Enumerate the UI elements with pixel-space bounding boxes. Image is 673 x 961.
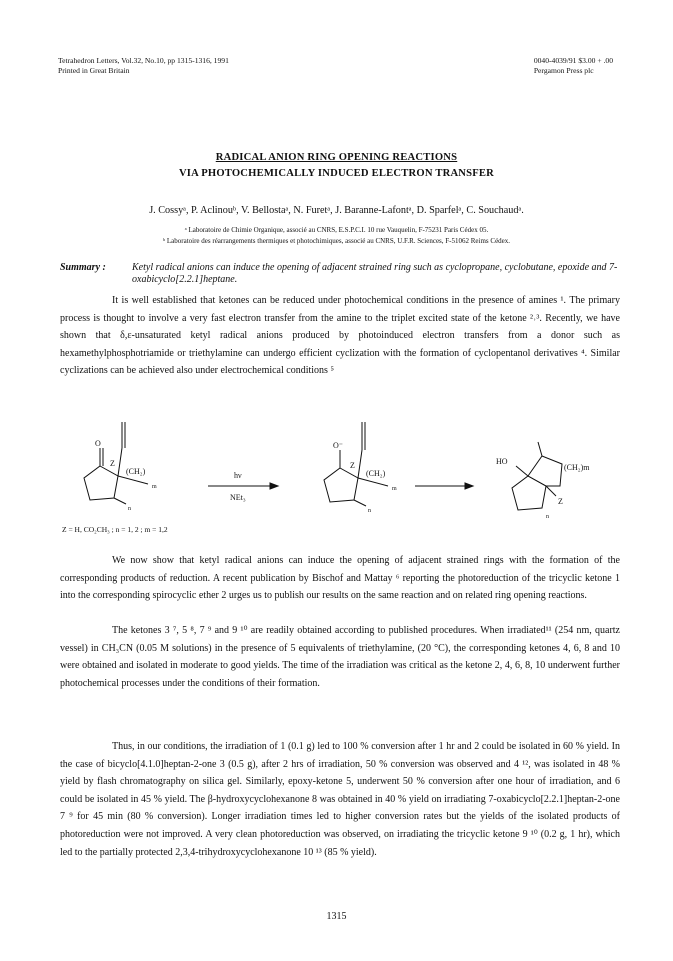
paper-title <box>0 150 673 182</box>
publisher-line: Pergamon Press plc <box>533 66 594 75</box>
journal-line: Tetrahedron Letters, Vol.32, No.10, pp 1315-1316, 1991 <box>58 56 229 65</box>
paragraph-procedures <box>60 622 620 692</box>
arrow-head-2 <box>465 483 473 489</box>
label-ch2: (CH₂) <box>126 467 146 476</box>
paragraph-conditions <box>60 738 620 861</box>
chain-bond-2 <box>358 478 388 486</box>
paragraph-intro <box>60 292 620 380</box>
methyl-bond <box>538 442 542 456</box>
z-bond <box>546 486 556 496</box>
journal-citation <box>58 56 229 76</box>
summary-label: Summary : <box>60 262 106 273</box>
label-n-3: n <box>546 514 549 520</box>
label-ch2m-product: (CH₂)m <box>564 463 590 472</box>
label-z: Z <box>110 459 115 468</box>
publisher-info <box>534 56 613 76</box>
reaction-scheme <box>60 408 620 536</box>
cyclopentanone-ring <box>84 466 118 500</box>
label-ho: HO <box>496 457 508 466</box>
affiliation-b: ᵇ Laboratoire des réarrangements thermiques et photochimiques, associé au CNRS, U.F.R. Sciences, F-51062 Reims Cédex. <box>162 237 511 245</box>
paragraph-results-text: We now show that ketyl radical anions can induce the opening of adjacent strained rings with the formation of the corresponding products of reduction. A recent publication by Bischof and Mattay ⁶ reporting the photoreduction of the tricyclic ketone 1 into the corresponding spirocyclic ether 2 urges us to publish our results on the same reaction and on related ring opening reactions. <box>60 555 620 602</box>
label-m: m <box>152 484 157 490</box>
ketyl-ring <box>324 468 358 502</box>
title-line-1: RADICAL ANION RING OPENING REACTIONS <box>215 152 458 163</box>
chain-bond <box>118 476 148 484</box>
net3-label: NEt₃ <box>230 493 246 502</box>
label-n: n <box>128 506 131 512</box>
paragraph-results <box>60 552 620 605</box>
side-chain-bond-2 <box>358 450 362 478</box>
hydroxyl-bond <box>516 466 528 476</box>
label-z-2: Z <box>350 461 355 470</box>
label-o: O <box>95 439 101 448</box>
label-z-3: Z <box>558 497 563 506</box>
paragraph-intro-text: It is well established that ketones can be reduced under photochemical conditions in the presence of amines ¹. The primary process is thought to involve a very fast electron transfer from the amine to the triplet excited state of the ketone ²˒³. Recently, we have shown that δ,ε-unsaturated ketyl radical anions produced by photoinduced electron transfers from a donor such as hexamethylphosphotriamide or triethylamine can undergo efficient cyclization with the formation of cyclopentanol derivatives ⁴. Similar cyclizations can be achieved also under electrochemical conditions ⁵ <box>60 295 620 377</box>
author-list: J. Cossyᵃ, P. Aclinouᵇ, V. Bellostaᵃ, N. Furetᵃ, J. Baranne-Lafontᵃ, D. Sparfelᵃ, C. Souchaudᵃ. <box>149 205 524 216</box>
side-chain-bond <box>118 448 122 476</box>
label-m-2: m <box>392 486 397 492</box>
page-number: 1315 <box>326 911 347 922</box>
printed-line: Printed in Great Britain <box>58 66 130 75</box>
bicyclic-ring-a <box>512 476 546 510</box>
label-n-2: n <box>368 508 371 514</box>
label-o-minus: O⁻ <box>333 441 343 450</box>
paragraph-conditions-text: Thus, in our conditions, the irradiation of 1 (0.1 g) led to 100 % conversion after 1 hr and 2 could be isolated in 60 % yield. In the case of bicyclo[4.1.0]heptan-2-one 3 (0.5 g), after 2 hrs of irradiation, 50 % conversion was observed and 4 ¹², was isolated in 48 % yield by flash chromatography on silica gel. Similarly, epoxy-ketone 5, underwent 50 % conversion after one hour of irradiation, and 6 could be isolated in 45 % yield. The β-hydroxycyclohexanone 8 was obtained in 40 % yield on irradiating 7-oxabicyclo[2.2.1]heptan-2-one 7 ⁹ for 45 min (80 % conversion). Longer irradiation times led to higher conversion rates but the yields of the isolated products of photoreduction were not improved. A very clean photoreduction was observed, on irradiating the tricyclic ketone 9 ¹⁰ (0.2 g, 1 hr), which led to the partially protected 2,3,4-trihydroxycyclohexanone 10 ¹³ (85 % yield). <box>60 741 620 858</box>
paragraph-procedures-text: The ketones 3 ⁷, 5 ⁸, 7 ⁹ and 9 ¹⁰ are readily obtained according to published procedures. When irradiated¹¹ (254 nm, quartz vessel) in CH₃CN (0.05 M solutions) in the presence of 5 equivalents of triethylamine, (20 °C), the corresponding ketones 4, 6, 8 and 10 were obtained and isolated in moderate to good yields. The time of the irradiation was critical as the ketone 2, 4, 6, 8, 10 underwent further photochemical processes under the conditions of their formation. <box>60 625 620 689</box>
scheme-caption: Z = H, CO₂CH₃ ; n = 1, 2 ; m = 1,2 <box>62 525 168 534</box>
ring-extension-2 <box>354 500 366 506</box>
arrow-head-1 <box>270 483 278 489</box>
summary-text: Ketyl radical anions can induce the opening of adjacent strained ring such as cyclopropane, cyclobutane, epoxide and 7-oxabicyclo[2.2.1]heptane. <box>132 262 618 285</box>
ring-extension <box>114 498 126 504</box>
label-ch2-2: (CH₂) <box>366 469 386 478</box>
hv-label: hν <box>234 471 242 480</box>
bicyclic-ring-b <box>528 456 562 486</box>
title-line-2: VIA PHOTOCHEMICALLY INDUCED ELECTRON TRANSFER <box>178 168 495 179</box>
affiliation-a: ᵃ Laboratoire de Chimie Organique, associé au CNRS, E.S.P.C.I. 10 rue Vauquelin, F-75231 Paris Cédex 05. <box>184 226 489 234</box>
issn-line: 0040-4039/91 $3.00 + .00 <box>533 56 613 65</box>
